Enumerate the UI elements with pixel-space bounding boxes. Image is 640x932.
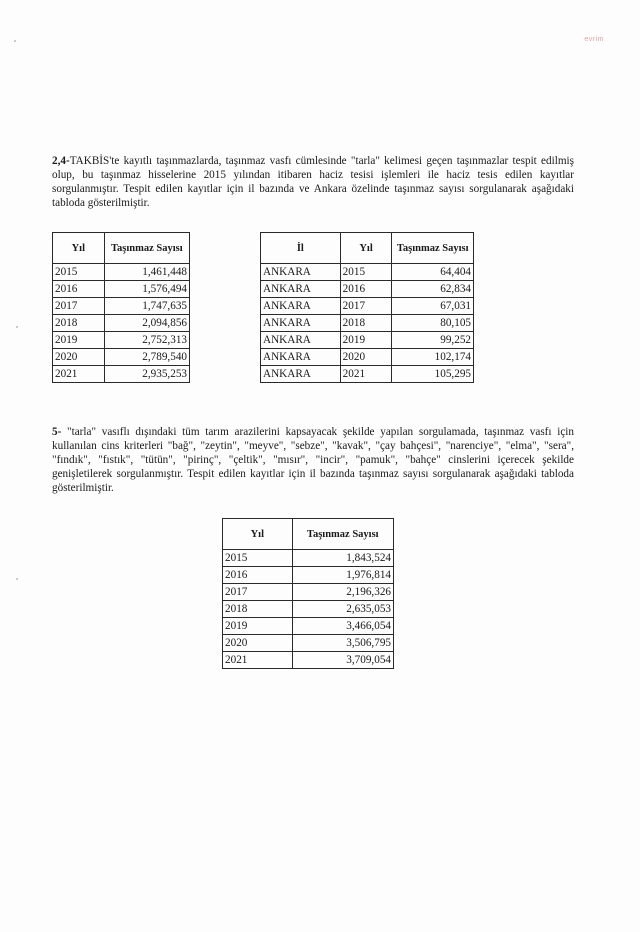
table-row	[261, 332, 474, 349]
table-row	[223, 584, 394, 601]
agricultural-count-table	[222, 518, 394, 669]
table-row	[261, 349, 474, 366]
table-cell: 99,252	[392, 332, 474, 349]
table-cell: 1,747,635	[104, 298, 189, 315]
table-cell: 2015	[340, 264, 392, 281]
table-cell: 2016	[53, 281, 105, 298]
table-cell: 2020	[53, 349, 105, 366]
table-row	[53, 366, 190, 383]
ankara-count-table	[260, 232, 474, 383]
table-cell: 105,295	[392, 366, 474, 383]
table-row	[223, 635, 394, 652]
table-cell: 2020	[223, 635, 293, 652]
table-cell: 2,094,856	[104, 315, 189, 332]
table-cell: 2020	[340, 349, 392, 366]
table-cell: ANKARA	[261, 281, 341, 298]
table-cell: 67,031	[392, 298, 474, 315]
table-row	[53, 298, 190, 315]
table-cell: ANKARA	[261, 349, 341, 366]
table-cell: ANKARA	[261, 264, 341, 281]
table-cell: 3,506,795	[292, 635, 393, 652]
column-header: Taşınmaz Sayısı	[104, 233, 189, 264]
table-header-row	[223, 519, 394, 550]
column-header: İl	[261, 233, 341, 264]
table-row	[223, 618, 394, 635]
table-cell: 64,404	[392, 264, 474, 281]
table-cell: 2016	[340, 281, 392, 298]
table-cell: ANKARA	[261, 315, 341, 332]
table-cell: 2021	[223, 652, 293, 669]
table-cell: 2,935,253	[104, 366, 189, 383]
table-cell: 2021	[340, 366, 392, 383]
column-header: Yıl	[340, 233, 392, 264]
table-cell: 2015	[53, 264, 105, 281]
table-cell: 2017	[53, 298, 105, 315]
scan-speck	[16, 326, 18, 328]
table-cell: 80,105	[392, 315, 474, 332]
scan-speck	[16, 578, 18, 580]
table-cell: 102,174	[392, 349, 474, 366]
section-2-number: 5-	[52, 426, 62, 438]
table-cell: 3,466,054	[292, 618, 393, 635]
table-cell: 2016	[223, 567, 293, 584]
table-row	[261, 264, 474, 281]
table-cell: 2,635,053	[292, 601, 393, 618]
table-cell: ANKARA	[261, 332, 341, 349]
section-1-paragraph	[52, 154, 574, 210]
section-1-number: 2,4-	[52, 155, 70, 167]
table-cell: ANKARA	[261, 366, 341, 383]
section-2-paragraph	[52, 425, 574, 495]
table-row	[53, 349, 190, 366]
table-row	[261, 281, 474, 298]
table-cell: 2017	[340, 298, 392, 315]
table-cell: 2015	[223, 550, 293, 567]
table-cell: 2,196,326	[292, 584, 393, 601]
table-cell: ANKARA	[261, 298, 341, 315]
table-row	[261, 366, 474, 383]
table-cell: 1,843,524	[292, 550, 393, 567]
column-header: Yıl	[53, 233, 105, 264]
table-cell: 2017	[223, 584, 293, 601]
table-cell: 2,752,313	[104, 332, 189, 349]
section-2-text: "tarla" vasıflı dışındaki tüm tarım arazilerini kapsayacak şekilde yapılan sorgulamada, taşınmaz vasfı için kullanılan cins kriterleri "bağ", "zeytin", "meyve", "sebze", "kavak", "çay bahçesi", "narenciye", "elma", "sera", "fındık", "fıstık", "tütün", "pirinç", "çeltik", "mısır", "incir", "pamuk", "bahçe" cinslerini içerecek şekilde genişletilerek sorgulanmıştır. Tespit edilen kayıtlar için il bazında taşınmaz sayısı sorgulanarak aşağıdaki tabloda gösterilmiştir.	[52, 426, 574, 494]
table-cell: 1,461,448	[104, 264, 189, 281]
table-cell: 3,709,054	[292, 652, 393, 669]
table-cell: 2019	[53, 332, 105, 349]
table-cell: 2018	[53, 315, 105, 332]
table-cell: 2018	[223, 601, 293, 618]
table-cell: 2018	[340, 315, 392, 332]
table-row	[261, 315, 474, 332]
table-row	[223, 550, 394, 567]
table-cell: 2019	[340, 332, 392, 349]
column-header: Taşınmaz Sayısı	[292, 519, 393, 550]
table-row	[53, 281, 190, 298]
table-row	[223, 601, 394, 618]
table-cell: 2,789,540	[104, 349, 189, 366]
table-cell: 1,976,814	[292, 567, 393, 584]
table-header-row	[261, 233, 474, 264]
scan-speck	[14, 40, 16, 42]
table-row	[53, 315, 190, 332]
table-row	[53, 264, 190, 281]
table-cell: 2021	[53, 366, 105, 383]
yearly-count-table	[52, 232, 190, 383]
watermark-logo: evrim	[584, 36, 604, 43]
table-row	[53, 332, 190, 349]
table-row	[223, 652, 394, 669]
table-cell: 1,576,494	[104, 281, 189, 298]
column-header: Yıl	[223, 519, 293, 550]
column-header: Taşınmaz Sayısı	[392, 233, 474, 264]
table-row	[223, 567, 394, 584]
table-cell: 2019	[223, 618, 293, 635]
table-header-row	[53, 233, 190, 264]
table-cell: 62,834	[392, 281, 474, 298]
table-row	[261, 298, 474, 315]
section-1-text: TAKBİS'te kayıtlı taşınmazlarda, taşınmaz vasfı cümlesinde "tarla" kelimesi geçen taşınmazlar tespit edilmiş olup, bu taşınmaz hisselerine 2015 yılından itibaren haciz tesisi işlemleri ile haciz tesis edilen kayıtlar sorgulanmıştır. Tespit edilen kayıtlar için il bazında ve Ankara özelinde taşınmaz sayısı sorgulanarak aşağıdaki tabloda gösterilmiştir.	[52, 155, 574, 209]
